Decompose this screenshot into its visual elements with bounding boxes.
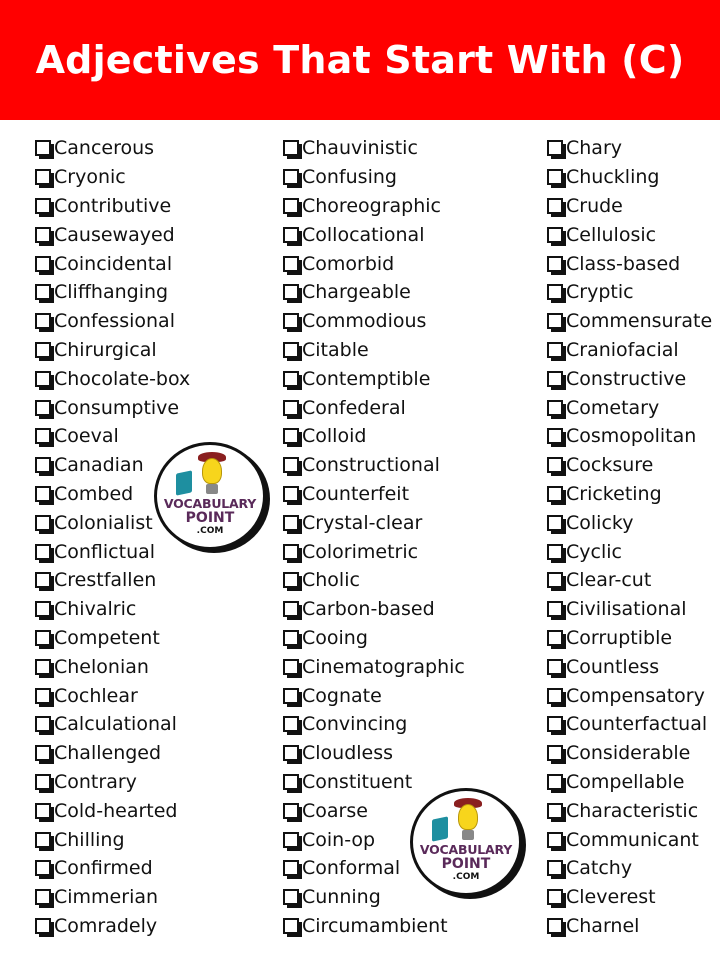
word-label: Compellable — [566, 770, 685, 793]
word-item — [547, 364, 712, 393]
checkbox-icon — [283, 457, 299, 473]
checkbox-icon — [283, 515, 299, 531]
bulb-base-icon — [206, 484, 218, 494]
word-item — [35, 825, 190, 854]
word-label: Clear-cut — [566, 569, 652, 592]
checkbox-icon — [547, 630, 563, 646]
checkbox-icon — [35, 515, 51, 531]
word-label: Cleverest — [566, 886, 656, 909]
word-column-3 — [547, 134, 712, 940]
word-label: Citable — [302, 338, 369, 361]
word-label: Cliffhanging — [54, 281, 169, 304]
word-item — [35, 739, 190, 768]
word-item — [547, 537, 712, 566]
word-item — [547, 768, 712, 797]
word-item — [283, 249, 465, 278]
word-label: Charnel — [566, 914, 640, 937]
word-item — [35, 883, 190, 912]
word-item — [35, 624, 190, 653]
word-item — [283, 624, 465, 653]
checkbox-icon — [283, 313, 299, 329]
word-item — [547, 249, 712, 278]
word-item — [35, 336, 190, 365]
checkbox-icon — [283, 169, 299, 185]
word-label: Confirmed — [54, 857, 153, 880]
checkbox-icon — [547, 371, 563, 387]
word-label: Cinematographic — [302, 655, 465, 678]
word-item — [547, 163, 712, 192]
checkbox-icon — [547, 774, 563, 790]
logo-text-vocabulary: VOCABULARY — [419, 842, 513, 857]
checkbox-icon — [283, 140, 299, 156]
word-label: Comorbid — [302, 252, 395, 275]
word-item — [547, 480, 712, 509]
checkbox-icon — [283, 774, 299, 790]
word-item — [547, 134, 712, 163]
word-label: Communicant — [566, 828, 699, 851]
word-label: Constructional — [302, 454, 440, 477]
checkbox-icon — [283, 342, 299, 358]
word-item — [35, 278, 190, 307]
word-label: Confederal — [302, 396, 406, 419]
word-item — [547, 278, 712, 307]
checkbox-icon — [547, 572, 563, 588]
checkbox-icon — [35, 428, 51, 444]
word-label: Colicky — [566, 511, 634, 534]
checkbox-icon — [547, 832, 563, 848]
checkbox-icon — [35, 860, 51, 876]
word-label: Civilisational — [566, 598, 687, 621]
word-label: Counterfactual — [566, 713, 708, 736]
word-item — [283, 192, 465, 221]
checkbox-icon — [547, 486, 563, 502]
checkbox-icon — [283, 400, 299, 416]
checkbox-icon — [283, 572, 299, 588]
word-item — [283, 566, 465, 595]
word-label: Cryptic — [566, 281, 634, 304]
word-label: Combed — [54, 482, 134, 505]
checkbox-icon — [283, 860, 299, 876]
word-label: Cold-hearted — [54, 799, 178, 822]
word-label: Chivalric — [54, 598, 137, 621]
checkbox-icon — [35, 745, 51, 761]
word-label: Cricketing — [566, 482, 662, 505]
word-label: Cognate — [302, 684, 382, 707]
word-item — [547, 566, 712, 595]
word-item — [547, 796, 712, 825]
logo-text-com: .COM — [452, 872, 480, 882]
word-label: Craniofacial — [566, 338, 679, 361]
word-label: Counterfeit — [302, 482, 410, 505]
word-label: Challenged — [54, 742, 162, 765]
word-item — [283, 681, 465, 710]
word-label: Considerable — [566, 742, 691, 765]
word-label: Cocksure — [566, 454, 654, 477]
checkbox-icon — [35, 630, 51, 646]
book-icon — [176, 470, 192, 495]
checkbox-icon — [547, 544, 563, 560]
checkbox-icon — [547, 140, 563, 156]
word-label: Cosmopolitan — [566, 425, 697, 448]
checkbox-icon — [547, 313, 563, 329]
word-label: Coarse — [302, 799, 368, 822]
word-item — [283, 508, 465, 537]
word-item — [547, 825, 712, 854]
word-label: Chilling — [54, 828, 125, 851]
word-label: Chirurgical — [54, 338, 157, 361]
checkbox-icon — [35, 371, 51, 387]
word-label: Colonialist — [54, 511, 153, 534]
checkbox-icon — [283, 832, 299, 848]
word-item — [283, 480, 465, 509]
word-item — [547, 220, 712, 249]
word-label: Conformal — [302, 857, 401, 880]
checkbox-icon — [547, 256, 563, 272]
word-label: Causewayed — [54, 223, 175, 246]
logo-text-point: POINT — [185, 510, 235, 526]
word-label: Corruptible — [566, 626, 673, 649]
word-label: Cloudless — [302, 742, 394, 765]
checkbox-icon — [547, 716, 563, 732]
word-label: Coincidental — [54, 252, 173, 275]
checkbox-icon — [547, 284, 563, 300]
checkbox-icon — [547, 745, 563, 761]
page-title: Adjectives That Start With (C) — [35, 38, 685, 82]
checkbox-icon — [283, 428, 299, 444]
word-item — [547, 451, 712, 480]
checkbox-icon — [35, 313, 51, 329]
logo-text-com: .COM — [196, 526, 224, 536]
checkbox-icon — [283, 630, 299, 646]
word-label: Competent — [54, 626, 160, 649]
word-label: Colorimetric — [302, 540, 419, 563]
word-label: Crystal-clear — [302, 511, 423, 534]
word-item — [283, 163, 465, 192]
word-item — [35, 249, 190, 278]
word-item — [283, 278, 465, 307]
checkbox-icon — [283, 284, 299, 300]
word-label: Confessional — [54, 310, 175, 333]
checkbox-icon — [283, 371, 299, 387]
word-item — [547, 912, 712, 941]
word-label: Coeval — [54, 425, 119, 448]
word-item — [283, 393, 465, 422]
logo-text-point: POINT — [441, 856, 491, 872]
word-label: Chargeable — [302, 281, 411, 304]
word-label: Cooing — [302, 626, 368, 649]
checkbox-icon — [547, 601, 563, 617]
word-label: Countless — [566, 655, 660, 678]
word-label: Consumptive — [54, 396, 180, 419]
word-label: Chuckling — [566, 166, 660, 189]
word-item — [35, 681, 190, 710]
word-item — [283, 134, 465, 163]
word-item — [283, 220, 465, 249]
checkbox-icon — [283, 716, 299, 732]
checkbox-icon — [35, 832, 51, 848]
checkbox-icon — [35, 198, 51, 214]
checkbox-icon — [283, 918, 299, 934]
word-label: Colloid — [302, 425, 367, 448]
word-label: Chary — [566, 137, 623, 160]
bulb-base-icon — [462, 830, 474, 840]
checkbox-icon — [547, 428, 563, 444]
checkbox-icon — [547, 803, 563, 819]
word-item — [283, 422, 465, 451]
word-label: Contemptible — [302, 367, 431, 390]
word-label: Chelonian — [54, 655, 149, 678]
word-label: Circumambient — [302, 914, 448, 937]
checkbox-icon — [35, 342, 51, 358]
word-item — [547, 336, 712, 365]
word-item — [35, 393, 190, 422]
checkbox-icon — [283, 486, 299, 502]
checkbox-icon — [35, 774, 51, 790]
checkbox-icon — [547, 198, 563, 214]
checkbox-icon — [547, 457, 563, 473]
checkbox-icon — [35, 486, 51, 502]
checkbox-icon — [547, 342, 563, 358]
checkbox-icon — [35, 572, 51, 588]
word-item — [283, 336, 465, 365]
word-item — [547, 192, 712, 221]
word-item — [547, 508, 712, 537]
word-label: Characteristic — [566, 799, 699, 822]
word-label: Calculational — [54, 713, 177, 736]
checkbox-icon — [35, 803, 51, 819]
word-label: Cochlear — [54, 684, 138, 707]
checkbox-icon — [547, 688, 563, 704]
word-item — [35, 710, 190, 739]
word-label: Confusing — [302, 166, 397, 189]
checkbox-icon — [547, 889, 563, 905]
word-label: Catchy — [566, 857, 633, 880]
checkbox-icon — [35, 659, 51, 675]
word-item — [283, 710, 465, 739]
word-item — [547, 307, 712, 336]
checkbox-icon — [547, 860, 563, 876]
word-item — [35, 163, 190, 192]
word-label: Canadian — [54, 454, 144, 477]
checkbox-icon — [547, 169, 563, 185]
word-label: Cancerous — [54, 137, 155, 160]
checkbox-icon — [283, 198, 299, 214]
checkbox-icon — [35, 284, 51, 300]
word-item — [283, 451, 465, 480]
vocabulary-point-logo — [408, 786, 528, 898]
word-item — [35, 768, 190, 797]
word-item — [283, 652, 465, 681]
word-label: Convincing — [302, 713, 408, 736]
word-label: Compensatory — [566, 684, 705, 707]
checkbox-icon — [283, 256, 299, 272]
word-label: Conflictual — [54, 540, 156, 563]
word-item — [35, 364, 190, 393]
word-label: Cunning — [302, 886, 381, 909]
word-label: Contrary — [54, 770, 137, 793]
word-item — [283, 912, 465, 941]
word-item — [547, 710, 712, 739]
checkbox-icon — [283, 227, 299, 243]
word-item — [35, 854, 190, 883]
word-label: Coin-op — [302, 828, 376, 851]
checkbox-icon — [35, 400, 51, 416]
word-item — [283, 307, 465, 336]
checkbox-icon — [35, 169, 51, 185]
checkbox-icon — [35, 688, 51, 704]
checkbox-icon — [283, 803, 299, 819]
checkbox-icon — [547, 918, 563, 934]
checkbox-icon — [283, 544, 299, 560]
word-item — [283, 364, 465, 393]
word-item — [547, 624, 712, 653]
word-label: Collocational — [302, 223, 425, 246]
word-label: Cyclic — [566, 540, 622, 563]
word-label: Crude — [566, 194, 623, 217]
word-label: Class-based — [566, 252, 681, 275]
word-item — [547, 595, 712, 624]
word-label: Chauvinistic — [302, 137, 418, 160]
word-item — [547, 739, 712, 768]
checkbox-icon — [35, 889, 51, 905]
checkbox-icon — [35, 457, 51, 473]
checkbox-icon — [547, 515, 563, 531]
word-item — [35, 912, 190, 941]
checkbox-icon — [547, 400, 563, 416]
checkbox-icon — [283, 601, 299, 617]
word-item — [547, 681, 712, 710]
word-item — [35, 134, 190, 163]
checkbox-icon — [283, 688, 299, 704]
word-item — [547, 854, 712, 883]
word-label: Chocolate-box — [54, 367, 191, 390]
word-label: Cellulosic — [566, 223, 657, 246]
checkbox-icon — [283, 889, 299, 905]
word-item — [547, 652, 712, 681]
word-label: Constructive — [566, 367, 687, 390]
checkbox-icon — [35, 256, 51, 272]
checkbox-icon — [547, 227, 563, 243]
word-item — [35, 192, 190, 221]
word-item — [547, 422, 712, 451]
checkbox-icon — [283, 659, 299, 675]
checkbox-icon — [35, 716, 51, 732]
checkbox-icon — [35, 140, 51, 156]
checkbox-icon — [283, 745, 299, 761]
word-item — [547, 393, 712, 422]
word-label: Choreographic — [302, 194, 441, 217]
word-item — [283, 595, 465, 624]
checkbox-icon — [35, 544, 51, 560]
word-label: Comradely — [54, 914, 158, 937]
word-item — [35, 566, 190, 595]
checkbox-icon — [547, 659, 563, 675]
word-label: Constituent — [302, 770, 413, 793]
word-label: Commensurate — [566, 310, 713, 333]
vocabulary-point-logo — [152, 440, 272, 552]
word-label: Cometary — [566, 396, 660, 419]
word-label: Crestfallen — [54, 569, 157, 592]
word-item — [547, 883, 712, 912]
word-item — [283, 537, 465, 566]
logo-text-vocabulary: VOCABULARY — [163, 496, 257, 511]
word-item — [35, 796, 190, 825]
checkbox-icon — [35, 227, 51, 243]
word-label: Commodious — [302, 310, 427, 333]
title-banner — [0, 0, 720, 120]
word-item — [35, 307, 190, 336]
word-label: Cryonic — [54, 166, 126, 189]
word-label: Contributive — [54, 194, 172, 217]
word-label: Cimmerian — [54, 886, 159, 909]
word-item — [35, 652, 190, 681]
word-label: Cholic — [302, 569, 360, 592]
word-item — [283, 739, 465, 768]
lightbulb-mascot-icon — [202, 458, 222, 484]
book-icon — [432, 816, 448, 841]
checkbox-icon — [35, 601, 51, 617]
word-label: Carbon-based — [302, 598, 435, 621]
lightbulb-mascot-icon — [458, 804, 478, 830]
word-item — [35, 595, 190, 624]
checkbox-icon — [35, 918, 51, 934]
word-item — [35, 220, 190, 249]
